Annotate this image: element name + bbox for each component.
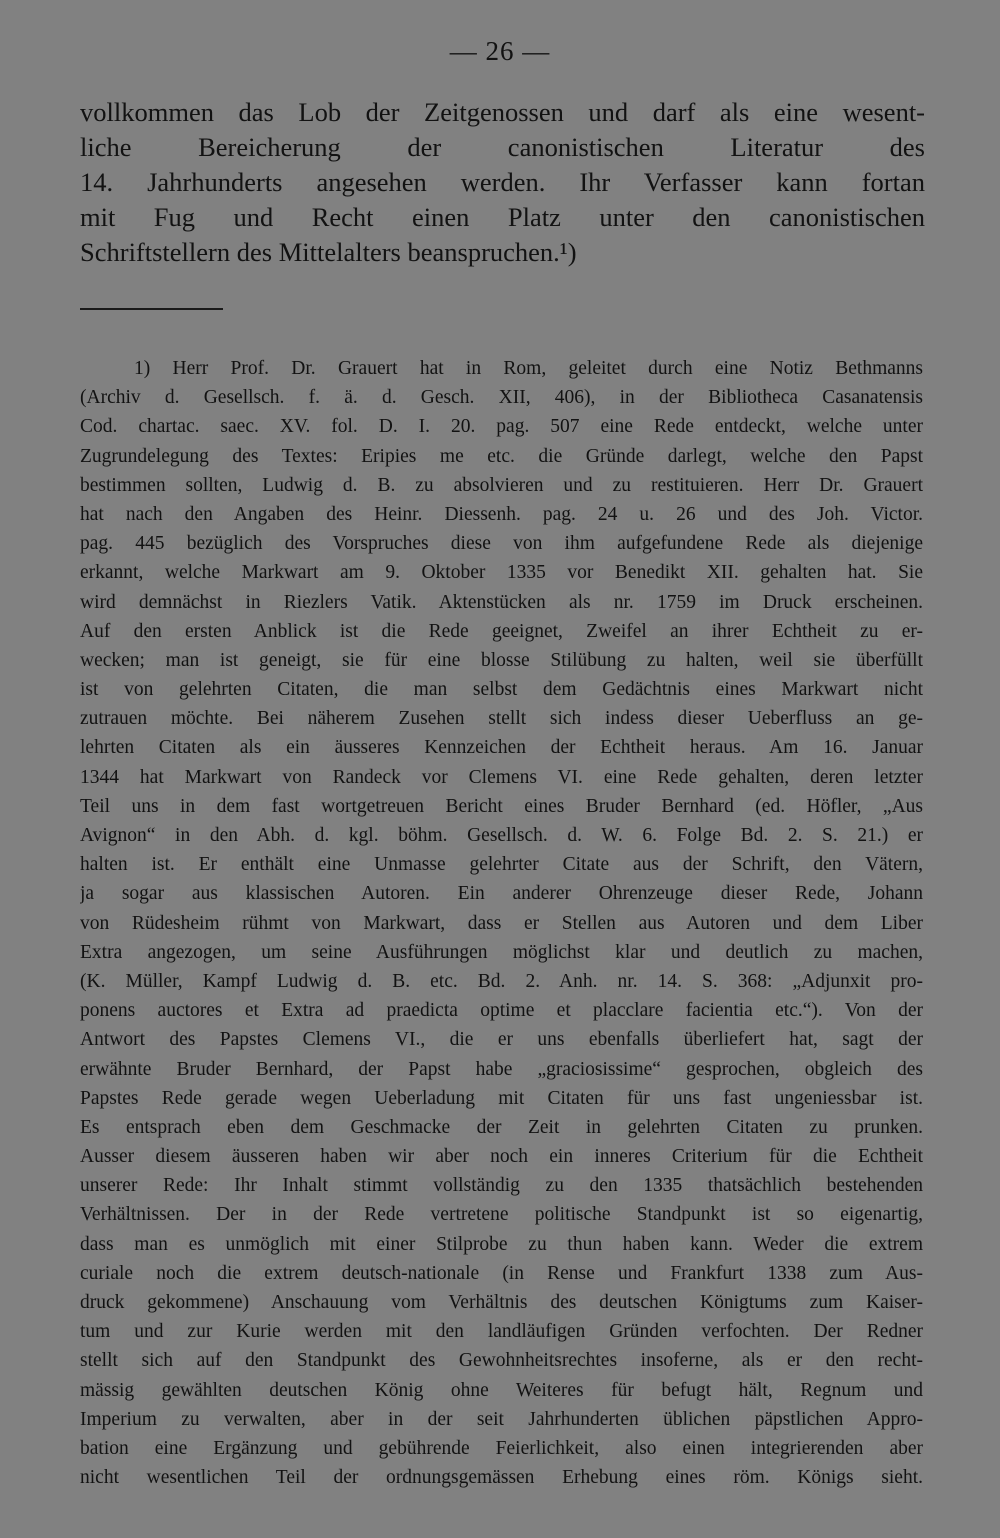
footnote-line: Extra angezogen, um seine Ausführungen möglichst klar und deutlich zu machen,: [80, 941, 923, 963]
footnote-line: mässig gewählten deutschen König ohne Weiteres für befugt hält, Regnum und: [80, 1379, 923, 1401]
footnote-line: halten ist. Er enthält eine Unmasse gelehrter Citate aus der Schrift, den Vätern,: [80, 854, 923, 876]
footnote-line: nicht wesentlichen Teil der ordnungsgemässen Erhebung eines röm. Königs sieht.: [80, 1467, 923, 1489]
main-paragraph: [80, 95, 925, 270]
footnote-line: dass man es unmöglich mit einer Stilprobe zu thun haben kann. Weder die extrem: [80, 1233, 923, 1255]
footnote-separator: [80, 308, 223, 310]
footnote-line: Ausser diesem äusseren haben wir aber noch ein inneres Criterium für die Echtheit: [80, 1146, 923, 1168]
footnote-line: 1344 hat Markwart von Randeck vor Clemens VI. eine Rede gehalten, deren letzter: [80, 766, 923, 788]
footnote-line: wird demnächst in Riezlers Vatik. Aktenstücken als nr. 1759 im Druck erscheinen.: [80, 591, 923, 613]
footnote-line: Es entsprach eben dem Geschmacke der Zeit in gelehrten Citaten zu prunken.: [80, 1116, 923, 1138]
footnote-line: bestimmen sollten, Ludwig d. B. zu absolvieren und zu restituieren. Herr Dr. Grauert: [80, 474, 923, 496]
footnote: [80, 354, 923, 1492]
footnote-line: Antwort des Papstes Clemens VI., die er uns ebenfalls überliefert hat, sagt der: [80, 1029, 923, 1051]
main-text-line: 14. Jahrhunderts angesehen werden. Ihr Verfasser kann fortan: [80, 167, 925, 197]
main-text-line: Schriftstellern des Mittelalters beanspruchen.¹): [80, 237, 577, 267]
footnote-line: Verhältnissen. Der in der Rede vertretene politische Standpunkt ist so eigenartig,: [80, 1204, 923, 1226]
footnote-line: (Archiv d. Gesellsch. f. ä. d. Gesch. XII, 406), in der Bibliotheca Casanatensis: [80, 387, 923, 409]
footnote-line: Avignon“ in den Abh. d. kgl. böhm. Gesellsch. d. W. 6. Folge Bd. 2. S. 21.) er: [80, 825, 923, 846]
footnote-line: curiale noch die extrem deutsch-nationale (in Rense und Frankfurt 1338 zum Aus-: [80, 1262, 923, 1284]
footnote-line: unserer Rede: Ihr Inhalt stimmt vollständig zu den 1335 thatsächlich bestehenden: [80, 1175, 923, 1197]
footnote-line: ist von gelehrten Citaten, die man selbst dem Gedächtnis eines Markwart nicht: [80, 679, 923, 701]
footnote-line: erkannt, welche Markwart am 9. Oktober 1335 vor Benedikt XII. gehalten hat. Sie: [80, 562, 923, 584]
footnote-line: Imperium zu verwalten, aber in der seit Jahrhunderten üblichen päpstlichen Appro-: [80, 1408, 923, 1430]
main-text-line: liche Bereicherung der canonistischen Literatur des: [80, 132, 925, 162]
footnote-line: von Rüdesheim rühmt von Markwart, dass er Stellen aus Autoren und dem Liber: [80, 912, 923, 934]
footnote-line: Papstes Rede gerade wegen Ueberladung mit Citaten für uns fast ungeniessbar ist.: [80, 1087, 923, 1109]
footnote-line: Cod. chartac. saec. XV. fol. D. I. 20. pag. 507 eine Rede entdeckt, welche unter: [80, 416, 923, 438]
footnote-line: bation eine Ergänzung und gebührende Feierlichkeit, also einen integrierenden aber: [80, 1437, 923, 1459]
footnote-line: ja sogar aus klassischen Autoren. Ein anderer Ohrenzeuge dieser Rede, Johann: [80, 883, 923, 905]
page-number: — 26 —: [449, 36, 551, 66]
footnote-line: erwähnte Bruder Bernhard, der Papst habe „graciosissime“ gesprochen, obgleich des: [80, 1058, 923, 1080]
footnote-line: pag. 445 bezüglich des Vorspruches diese von ihm aufgefundene Rede als diejenige: [80, 533, 923, 555]
footnote-line: druck gekommene) Anschauung vom Verhältnis des deutschen Königtums zum Kaiser-: [80, 1292, 923, 1313]
footnote-line: tum und zur Kurie werden mit den landläufigen Gründen verfochten. Der Redner: [80, 1321, 923, 1343]
main-text-line: mit Fug und Recht einen Platz unter den canonistischen: [80, 202, 925, 232]
footnote-line: Zugrundelegung des Textes: Eripies me etc. die Gründe darlegt, welche den Papst: [80, 445, 923, 467]
footnote-line: 1) Herr Prof. Dr. Grauert hat in Rom, geleitet durch eine Notiz Bethmanns: [134, 358, 923, 379]
footnote-line: ponens auctores et Extra ad praedicta optime et placclare facientia etc.“). Von der: [80, 1000, 923, 1022]
footnote-line: hat nach den Angaben des Heinr. Diessenh. pag. 24 u. 26 und des Joh. Victor.: [80, 503, 923, 525]
footnote-line: stellt sich auf den Standpunkt des Gewohnheitsrechtes insoferne, als er den recht-: [80, 1350, 923, 1372]
footnote-line: wecken; man ist geneigt, sie für eine blosse Stilübung zu halten, weil sie überfüllt: [80, 649, 923, 671]
main-text-line: vollkommen das Lob der Zeitgenossen und darf als eine wesent-: [80, 97, 925, 127]
footnote-line: (K. Müller, Kampf Ludwig d. B. etc. Bd. 2. Anh. nr. 14. S. 368: „Adjunxit pro-: [80, 970, 923, 992]
footnote-line: lehrten Citaten als ein äusseres Kennzeichen der Echtheit heraus. Am 16. Januar: [80, 737, 923, 759]
footnote-line: Teil uns in dem fast wortgetreuen Bericht eines Bruder Bernhard (ed. Höfler, „Aus: [80, 795, 923, 817]
footnote-line: zutrauen möchte. Bei näherem Zusehen stellt sich indess dieser Ueberfluss an ge-: [80, 708, 923, 730]
footnote-line: Auf den ersten Anblick ist die Rede geeignet, Zweifel an ihrer Echtheit zu er-: [80, 620, 923, 642]
